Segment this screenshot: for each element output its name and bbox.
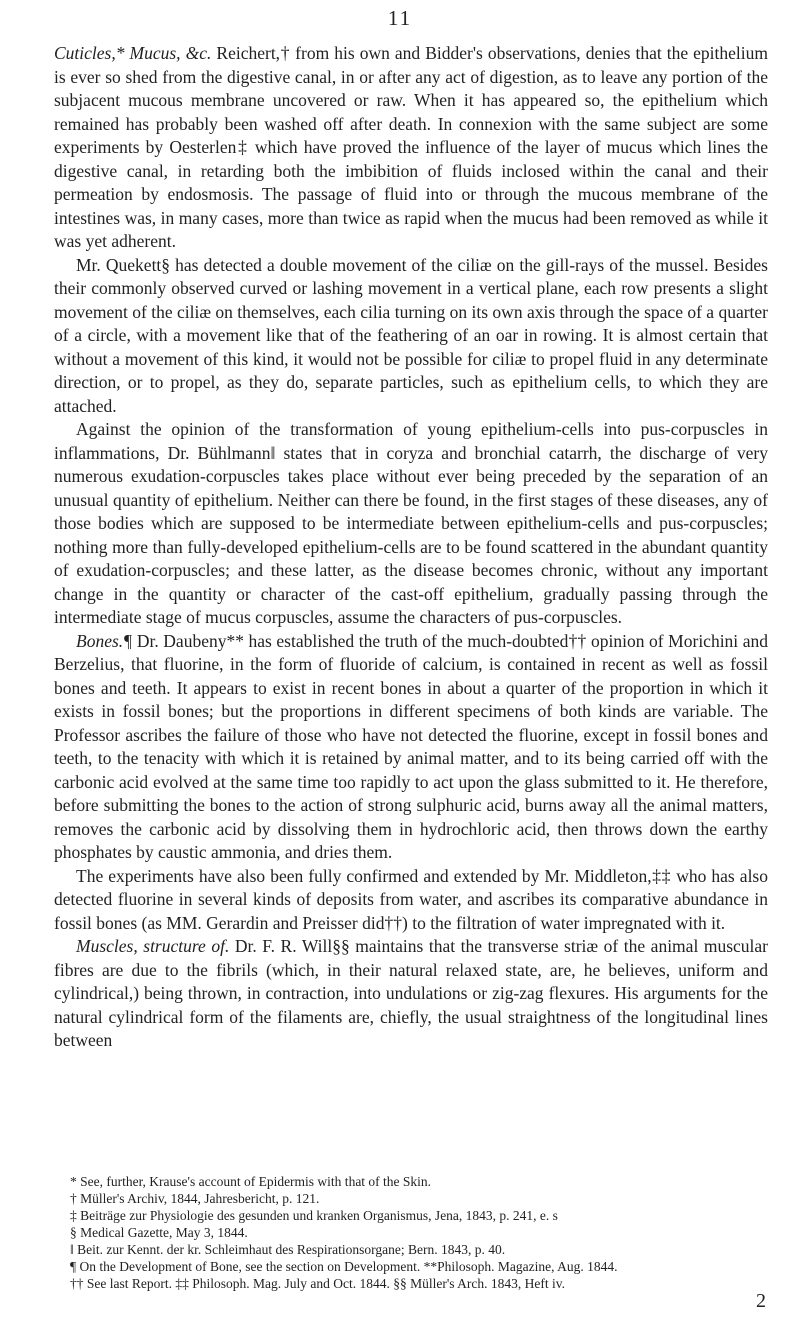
paragraph: [54, 254, 768, 419]
section-lead: Bones.¶: [76, 630, 133, 651]
paragraph-text: Mr. Quekett§ has detected a double movement of the ciliæ on the gill-rays of the mussel. Besides their commonly observed curved or lashing movement in a vertical plane, each row presents a slight movement of the ciliæ on themselves, each cilia turning on its own axis through the space of a quarter of a circle, with a movement like that of the feathering of an oar in rowing. It is almost certain that without a movement of this kind, it would not be possible for ciliæ to propel fluid in any determinate direction, or to propel, as they do, separate particles, such as epithelium cells, to which they are attached.: [54, 254, 768, 416]
footnote: § Medical Gazette, May 3, 1844.: [70, 1225, 248, 1240]
paragraph: [54, 630, 768, 865]
paragraph-text: Dr. Daubeny** has established the truth of the much-doubted†† opinion of Morichini and Berzelius, that fluorine, in the form of fluoride of calcium, is contained in recent as well as fossil bones and teeth. It appears to exist in recent bones in about a quarter of the proportion in which it exists in fossil bones; but the proportions in different specimens of both kinds are variable. The Professor ascribes the failure of those who have not detected the fluorine, except in fossil bones and teeth, to the tenacity with which it is retained by animal matter, and to its being carried off with the carbonic acid evolved at the same time too rapidly to act upon the glass submitted to it. He therefore, before submitting the bones to the action of strong sulphuric acid, burns away all the animal matters, removes the carbonic acid by dissolving them in hydrochloric acid, then throws down the earthy phosphates by caustic ammonia, and dries them.: [54, 630, 768, 862]
footnote: ¶ On the Development of Bone, see the section on Development. **Philosoph. Magazine, Aug. 1844.: [70, 1259, 618, 1274]
section-lead: Muscles, structure of.: [76, 936, 230, 956]
paragraph: [54, 865, 768, 936]
paragraph-text: Against the opinion of the transformation of young epithelium-cells into pus-corpuscles in inflammations, Dr. Bühlmann‖ states that in coryza and bronchial catarrh, the discharge of very numerous exudation-corpuscles takes place without ever being preceded by the separation of an unusual quantity of epithelium. Neither can there be found, in the first stages of these diseases, any of those bodies which are supposed to be intermediate between epithelium-cells and pus-corpuscles; nothing more than fully-developed epithelium-cells are to be found scattered in the abundant quantity of exudation-corpuscles; and these latter, as the disease becomes chronic, without any important change in the quantity or character of the cast-off epithelium, gradually passing through the intermediate stage of mucus corpuscles, assume the characters of pus-corpuscles.: [54, 419, 768, 627]
page-number: 11: [387, 6, 413, 30]
section-lead: Cuticles,* Mucus, &c.: [54, 43, 212, 63]
paragraph: [54, 418, 768, 630]
footnotes: [60, 1173, 768, 1292]
signature-mark: 2: [756, 1290, 766, 1312]
footnote: ‖ Beit. zur Kennt. der kr. Schleimhaut des Respirationsorgane; Bern. 1843, p. 40.: [70, 1242, 506, 1257]
paragraph-text: Reichert,† from his own and Bidder's observations, denies that the epithelium is ever so shed from the digestive canal, in or after any act of digestion, as to leave any portion of the subjacent mucous membrane uncovered or raw. When it has appeared so, the epithelium which remained has probably been washed off after death. In connexion with the same subject are some experiments by Oesterlen‡ which have proved the influence of the layer of mucus which lines the digestive canal, in retarding both the imbibition of fluids inclosed within the canal and their permeation by endosmosis. The passage of fluid into or through the mucous membrane of the intestines was, in many cases, more than twice as rapid when the mucus had been removed as while it was yet adherent.: [54, 43, 769, 251]
footnote: ‡ Beiträge zur Physiologie des gesunden und kranken Organismus, Jena, 1843, p. 241, e. s: [70, 1208, 558, 1223]
footnote: † Müller's Archiv, 1844, Jahresbericht, p. 121.: [70, 1191, 320, 1206]
paragraph-text: Dr. F. R. Will§§ maintains that the transverse striæ of the animal muscular fibres are due to the fibrils (which, in their natural relaxed state, are, he believes, uniform and cylindrical,) being thrown, in contraction, into undulations or zig-zag flexures. His arguments for the natural cylindrical form of the filaments are, chiefly, the usual straightness of the longitudinal lines between: [54, 936, 768, 1050]
footnote: * See, further, Krause's account of Epidermis with that of the Skin.: [70, 1174, 432, 1189]
paragraph: [54, 42, 768, 254]
body-text: [54, 42, 768, 1053]
paragraph-text: The experiments have also been fully confirmed and extended by Mr. Middleton,‡‡ who has also detected fluorine in several kinds of deposits from water, and ascribes its comparative abundance in fossil bones (as MM. Gerardin and Preisser did††) to the filtration of water impregnated with it.: [54, 865, 768, 933]
footnote: †† See last Report. ‡‡ Philosoph. Mag. July and Oct. 1844. §§ Müller's Arch. 1843, Heft iv.: [70, 1276, 566, 1291]
paragraph: [54, 935, 768, 1053]
